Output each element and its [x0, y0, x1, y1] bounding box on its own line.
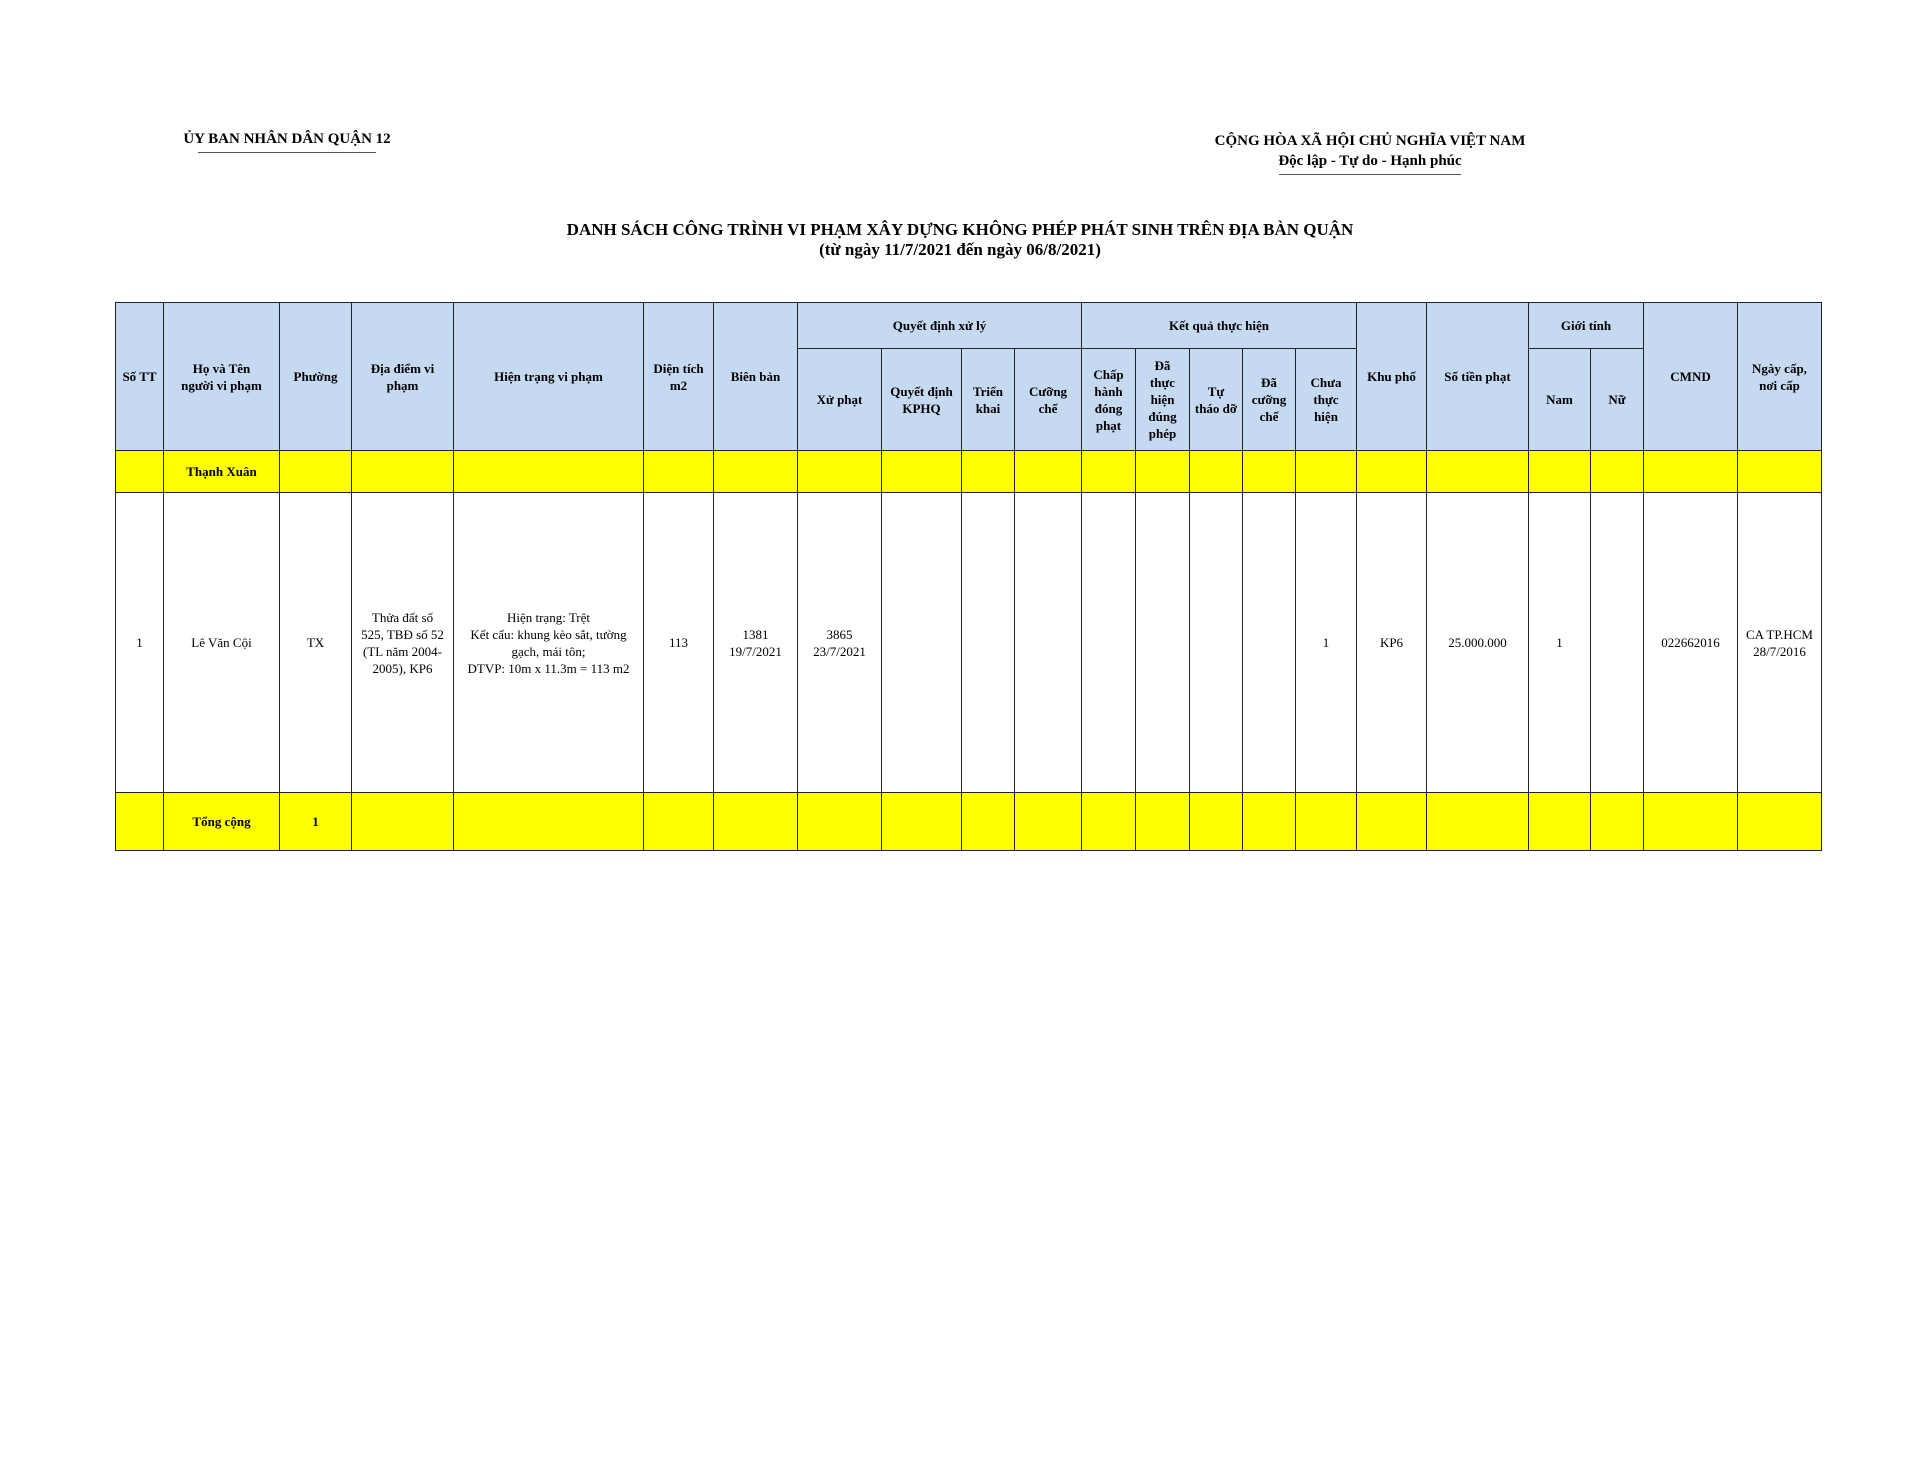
country-name: CỘNG HÒA XÃ HỘI CHỦ NGHĨA VIỆT NAM [1214, 133, 1526, 149]
record-licensed [1136, 493, 1190, 793]
col-gender-group: Giới tính [1529, 303, 1644, 349]
col-ward: Phường [280, 303, 352, 451]
col-id-card: CMND [1644, 303, 1738, 451]
total-count: 1 [280, 793, 352, 851]
issuing-authority [172, 131, 402, 153]
total-label: Tổng cộng [164, 793, 280, 851]
record-female [1591, 493, 1644, 793]
col-result-group: Kết quả thực hiện [1082, 303, 1357, 349]
col-decision-deploy: Triển khai [962, 349, 1015, 451]
record-paid [1082, 493, 1136, 793]
table-row [116, 493, 1822, 793]
title-date-range: (từ ngày 11/7/2021 đến ngày 06/8/2021) [819, 240, 1101, 259]
col-decision-enforce: Cưỡng chế [1015, 349, 1082, 451]
col-issue: Ngày cấp, nơi cấp [1738, 303, 1822, 451]
record-location: Thửa đất số 525, TBĐ số 52 (TL năm 2004- 2005), KP6 [352, 493, 454, 793]
ward-group-label: Thạnh Xuân [164, 451, 280, 493]
record-kphq [882, 493, 962, 793]
document-title [0, 220, 1920, 260]
col-location: Địa điểm vi phạm [352, 303, 454, 451]
col-result-not-done: Chưa thực hiện [1296, 349, 1357, 451]
ward-group-row [116, 451, 1822, 493]
violation-table [115, 302, 1822, 851]
col-decision-kphq: Quyết định KPHQ [882, 349, 962, 451]
record-quarter: KP6 [1357, 493, 1427, 793]
col-result-self-demolish: Tự tháo dỡ [1190, 349, 1243, 451]
total-row [116, 793, 1822, 851]
record-male: 1 [1529, 493, 1591, 793]
col-result-enforced: Đã cưỡng chế [1243, 349, 1296, 451]
col-name: Họ và Tên người vi phạm [164, 303, 280, 451]
record-not-done: 1 [1296, 493, 1357, 793]
record-self-demolish [1190, 493, 1243, 793]
national-motto [1180, 131, 1560, 175]
record-ward: TX [280, 493, 352, 793]
record-penalty: 3865 23/7/2021 [798, 493, 882, 793]
col-result-paid: Chấp hành đóng phạt [1082, 349, 1136, 451]
col-area: Diện tích m2 [644, 303, 714, 451]
col-result-licensed: Đã thực hiện đúng phép [1136, 349, 1190, 451]
record-issue: CA TP.HCM 28/7/2016 [1738, 493, 1822, 793]
record-name: Lê Văn Cội [164, 493, 280, 793]
record-enforce [1015, 493, 1082, 793]
record-fine: 25.000.000 [1427, 493, 1529, 793]
record-area: 113 [644, 493, 714, 793]
col-stt: Số TT [116, 303, 164, 451]
record-deploy [962, 493, 1015, 793]
col-decision-group: Quyết định xử lý [798, 303, 1082, 349]
col-fine: Số tiền phạt [1427, 303, 1529, 451]
authority-underline [198, 152, 376, 153]
record-enforced [1243, 493, 1296, 793]
col-decision-penalty: Xử phạt [798, 349, 882, 451]
motto: Độc lập - Tự do - Hạnh phúc [1278, 153, 1462, 169]
record-report: 1381 19/7/2021 [714, 493, 798, 793]
col-female: Nữ [1591, 349, 1644, 451]
motto-underline [1279, 174, 1461, 175]
record-stt: 1 [116, 493, 164, 793]
col-report: Biên bản [714, 303, 798, 451]
record-id-card: 022662016 [1644, 493, 1738, 793]
title-main: DANH SÁCH CÔNG TRÌNH VI PHẠM XÂY DỰNG KHÔNG PHÉP PHÁT SINH TRÊN ĐỊA BÀN QUẬN [566, 220, 1354, 239]
header-row-1 [116, 303, 1822, 349]
col-status: Hiện trạng vi phạm [454, 303, 644, 451]
record-status: Hiện trạng: Trệt Kết cấu: khung kèo sắt, tường gạch, mái tôn; DTVP: 10m x 11.3m = 113 m2 [454, 493, 644, 793]
issuing-authority-name: ỦY BAN NHÂN DÂN QUẬN 12 [183, 131, 391, 147]
col-quarter: Khu phố [1357, 303, 1427, 451]
col-male: Nam [1529, 349, 1591, 451]
